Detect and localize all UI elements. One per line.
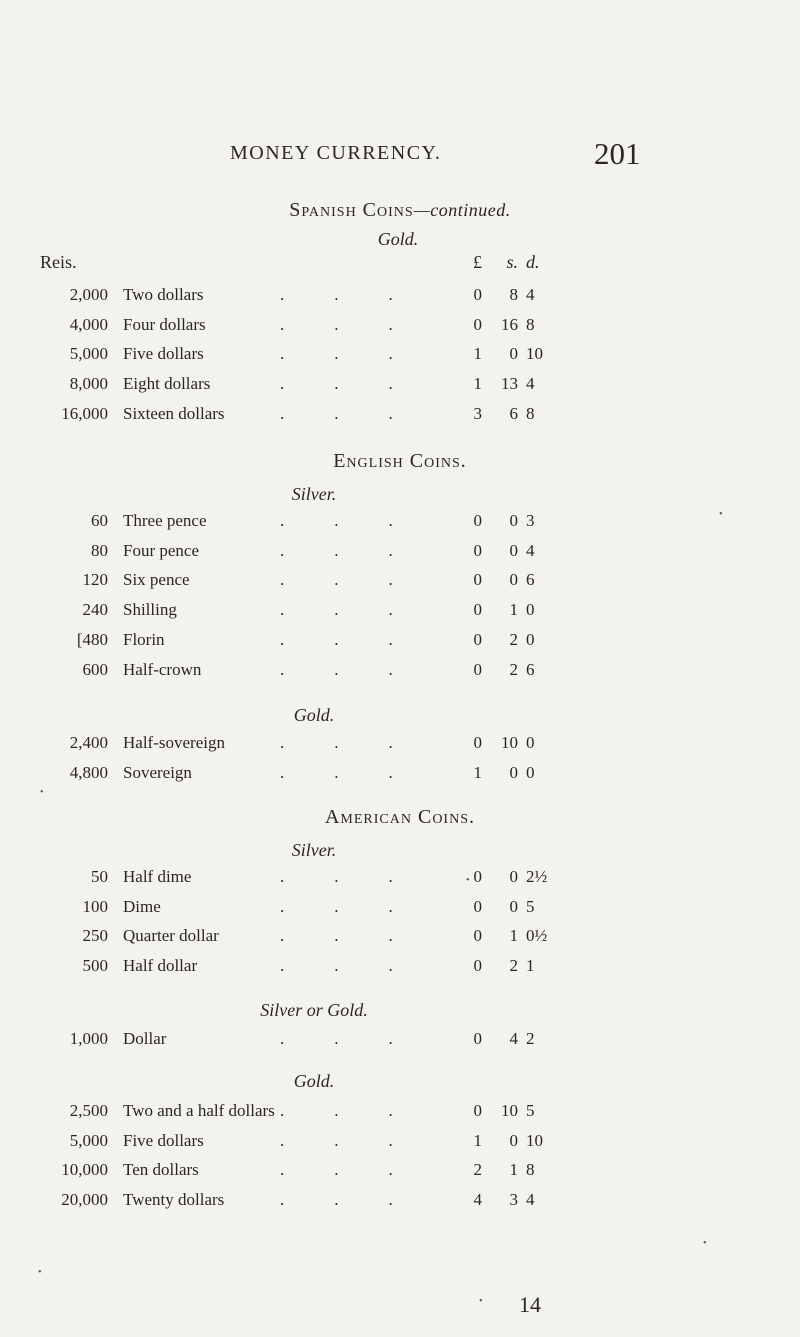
coin-name: Twenty dollars — [123, 1190, 225, 1210]
pounds-value: 0 — [473, 867, 482, 886]
spanish-coins-title: Spanish Coins — [289, 199, 414, 221]
pounds-value: 0 — [473, 570, 482, 590]
coin-name: Quarter dollar — [123, 926, 219, 946]
coin-row — [0, 763, 800, 793]
american-silver-or-gold-subheading: Silver or Gold. — [260, 1000, 368, 1020]
shillings-value: 0 — [509, 540, 518, 560]
coin-name: Eight dollars — [123, 374, 211, 394]
shillings-value: 13 — [501, 374, 518, 394]
coin-row — [0, 570, 800, 600]
reis-value: 120 — [82, 570, 108, 590]
coin-row — [0, 1160, 800, 1190]
coin-name: Two and a half dollars — [123, 1101, 275, 1120]
pounds-value: 0 — [473, 285, 482, 304]
shillings-value: 8 — [509, 285, 518, 304]
pence-value: 8 — [526, 314, 535, 334]
american-silver-subheading: Silver. — [291, 840, 337, 860]
coin-row — [0, 897, 800, 927]
pounds-value: 0 — [473, 314, 482, 334]
pounds-value: 0 — [473, 1101, 482, 1120]
pounds-value: 0 — [473, 540, 482, 560]
shillings-value: 0 — [509, 762, 518, 782]
english-silver-subheading: Silver. — [291, 484, 337, 504]
pence-value: 4 — [526, 540, 535, 560]
pounds-value: 2 — [473, 1160, 482, 1180]
pounds-column-header: £ — [473, 252, 482, 272]
reis-value: 600 — [82, 659, 108, 679]
pounds-value: 4 — [473, 1190, 482, 1210]
leader-dots: ... — [280, 926, 443, 946]
pounds-value: 0 — [473, 600, 482, 620]
leader-dots: ... — [280, 570, 443, 590]
coin-row — [0, 926, 800, 956]
shillings-value: 0 — [509, 867, 518, 886]
shillings-value: 1 — [509, 1160, 518, 1180]
pounds-value: 0 — [473, 511, 482, 530]
american-gold-subheading: Gold. — [293, 1071, 335, 1091]
pence-value: 2½ — [526, 867, 548, 886]
shillings-value: 0 — [509, 1130, 518, 1150]
leader-dots: ... — [280, 1130, 443, 1150]
leader-dots: ... — [280, 1101, 443, 1120]
leader-dots: ... — [280, 896, 443, 916]
page-number: 201 — [594, 136, 641, 171]
coin-name: Half-crown — [123, 659, 202, 679]
reis-value: 4,800 — [69, 762, 108, 782]
coin-row — [0, 1190, 800, 1220]
paper-speck: • — [466, 875, 470, 886]
leader-dots: ... — [280, 540, 443, 560]
paper-speck: • — [40, 787, 44, 798]
running-title: MONEY CURRENCY. — [230, 142, 442, 164]
leader-dots: ... — [280, 762, 443, 782]
pounds-value: 1 — [473, 374, 482, 394]
pence-value: 2 — [526, 1029, 535, 1048]
american-coins-heading — [0, 806, 800, 829]
leader-dots: ... — [280, 1029, 443, 1048]
pence-value: 5 — [526, 1101, 535, 1120]
reis-value: 2,400 — [69, 733, 108, 752]
coin-name: Half dollar — [123, 956, 198, 976]
shillings-value: 2 — [509, 659, 518, 679]
coin-name: Florin — [123, 629, 165, 649]
spanish-coins-heading — [0, 199, 800, 222]
pence-value: 4 — [526, 374, 535, 394]
leader-dots: ... — [280, 511, 443, 530]
leader-dots: ... — [280, 344, 443, 364]
pence-value: 0 — [526, 733, 535, 752]
leader-dots: ... — [280, 285, 443, 304]
pounds-value: 1 — [473, 1130, 482, 1150]
pence-value: 10 — [526, 344, 543, 364]
pounds-value: 0 — [473, 896, 482, 916]
paper-speck: • — [719, 509, 723, 520]
leader-dots: ... — [280, 733, 443, 752]
leader-dots: ... — [280, 1160, 443, 1180]
coin-name: Four pence — [123, 540, 200, 560]
reis-value: 20,000 — [61, 1190, 108, 1210]
shillings-value: 16 — [501, 314, 518, 334]
pence-value: 8 — [526, 1160, 535, 1180]
pence-value: 4 — [526, 285, 535, 304]
pence-value: 0½ — [526, 926, 548, 946]
reis-value: 1,000 — [69, 1029, 108, 1048]
pence-value: 3 — [526, 511, 535, 530]
coin-row — [0, 374, 800, 404]
coin-row — [0, 404, 800, 434]
reis-column-header: Reis. — [40, 252, 77, 272]
reis-value: 80 — [91, 540, 108, 560]
coin-row — [0, 733, 800, 763]
reis-value: 10,000 — [61, 1160, 108, 1180]
shillings-value: 10 — [501, 1101, 518, 1120]
pounds-value: 3 — [473, 403, 482, 423]
coin-row — [0, 1101, 800, 1131]
reis-value: 2,000 — [69, 285, 108, 304]
pence-column-header: d. — [526, 252, 540, 272]
shillings-value: 0 — [509, 344, 518, 364]
pounds-value: 1 — [473, 762, 482, 782]
leader-dots: ... — [280, 314, 443, 334]
coin-name: Half dime — [123, 867, 192, 886]
coin-row — [0, 344, 800, 374]
leader-dots: ... — [280, 1190, 443, 1210]
pence-value: 0 — [526, 600, 535, 620]
pence-value: 8 — [526, 403, 535, 423]
reis-value: 60 — [91, 511, 108, 530]
pence-value: 6 — [526, 570, 535, 590]
coin-row — [0, 630, 800, 660]
pence-value: 6 — [526, 659, 535, 679]
shillings-value: 10 — [501, 733, 518, 752]
shillings-value: 0 — [509, 570, 518, 590]
coin-name: Four dollars — [123, 314, 206, 334]
shillings-value: 0 — [509, 896, 518, 916]
signature-mark: 14 — [519, 1292, 541, 1317]
shillings-value: 1 — [509, 926, 518, 946]
leader-dots: ... — [280, 629, 443, 649]
pence-value: 0 — [526, 629, 535, 649]
reis-value: 8,000 — [69, 374, 108, 394]
coin-name: Two dollars — [123, 285, 204, 304]
coin-row — [0, 1131, 800, 1161]
english-coins-title: English Coins. — [333, 450, 467, 472]
reis-value: 5,000 — [69, 1130, 108, 1150]
coin-name: Five dollars — [123, 1130, 204, 1150]
pounds-value: 0 — [473, 926, 482, 946]
shillings-value: 0 — [509, 511, 518, 530]
coin-name: Half-sovereign — [123, 733, 225, 752]
coin-name: Dollar — [123, 1029, 167, 1048]
coin-row — [0, 1029, 800, 1059]
american-coins-title: American Coins. — [324, 806, 475, 828]
pounds-value: 0 — [473, 956, 482, 976]
reis-value: 4,000 — [69, 314, 108, 334]
coin-name: Six pence — [123, 570, 190, 590]
coin-name: Sixteen dollars — [123, 403, 225, 423]
coin-name: Shilling — [123, 600, 177, 620]
shillings-value: 6 — [509, 403, 518, 423]
coin-name: Sovereign — [123, 762, 192, 782]
paper-speck: • — [38, 1267, 42, 1278]
reis-value: 50 — [91, 867, 108, 886]
reis-value: 5,000 — [69, 344, 108, 364]
coin-row — [0, 315, 800, 345]
reis-value: 250 — [82, 926, 108, 946]
coin-row — [0, 956, 800, 986]
spanish-coins-continued: —continued. — [413, 200, 511, 220]
reis-value: 2,500 — [69, 1101, 108, 1120]
coin-name: Ten dollars — [123, 1160, 199, 1180]
leader-dots: ... — [280, 600, 443, 620]
coin-row — [0, 600, 800, 630]
shillings-value: 2 — [509, 629, 518, 649]
shillings-value: 4 — [509, 1029, 518, 1048]
coin-name: Five dollars — [123, 344, 204, 364]
coin-row — [0, 541, 800, 571]
leader-dots: ... — [280, 867, 443, 886]
shillings-value: 2 — [509, 956, 518, 976]
coin-name: Three pence — [123, 511, 207, 530]
pence-value: 10 — [526, 1130, 543, 1150]
pence-value: 1 — [526, 956, 535, 976]
coin-row — [0, 285, 800, 315]
leader-dots: ... — [280, 956, 443, 976]
pence-value: 4 — [526, 1190, 535, 1210]
leader-dots: ... — [280, 659, 443, 679]
pounds-value: 0 — [473, 659, 482, 679]
shillings-column-header: s. — [506, 252, 518, 272]
coin-row — [0, 511, 800, 541]
english-gold-subheading: Gold. — [293, 705, 335, 725]
english-coins-heading — [0, 450, 800, 473]
reis-value: [480 — [76, 629, 108, 649]
paper-speck: • — [479, 1296, 483, 1307]
leader-dots: ... — [280, 403, 443, 423]
reis-value: 240 — [82, 600, 108, 620]
shillings-value: 3 — [509, 1190, 518, 1210]
reis-value: 16,000 — [61, 403, 108, 423]
pounds-value: 0 — [473, 1029, 482, 1048]
reis-value: 100 — [82, 896, 108, 916]
leader-dots: ... — [280, 374, 443, 394]
pounds-value: 0 — [473, 629, 482, 649]
spanish-gold-subheading: Gold. — [377, 229, 419, 249]
paper-speck: • — [703, 1238, 707, 1249]
shillings-value: 1 — [509, 600, 518, 620]
reis-value: 500 — [82, 956, 108, 976]
pounds-value: 1 — [473, 344, 482, 364]
pence-value: 0 — [526, 762, 535, 782]
pence-value: 5 — [526, 896, 535, 916]
coin-row — [0, 660, 800, 690]
coin-row — [0, 867, 800, 897]
pounds-value: 0 — [473, 733, 482, 752]
coin-name: Dime — [123, 896, 161, 916]
